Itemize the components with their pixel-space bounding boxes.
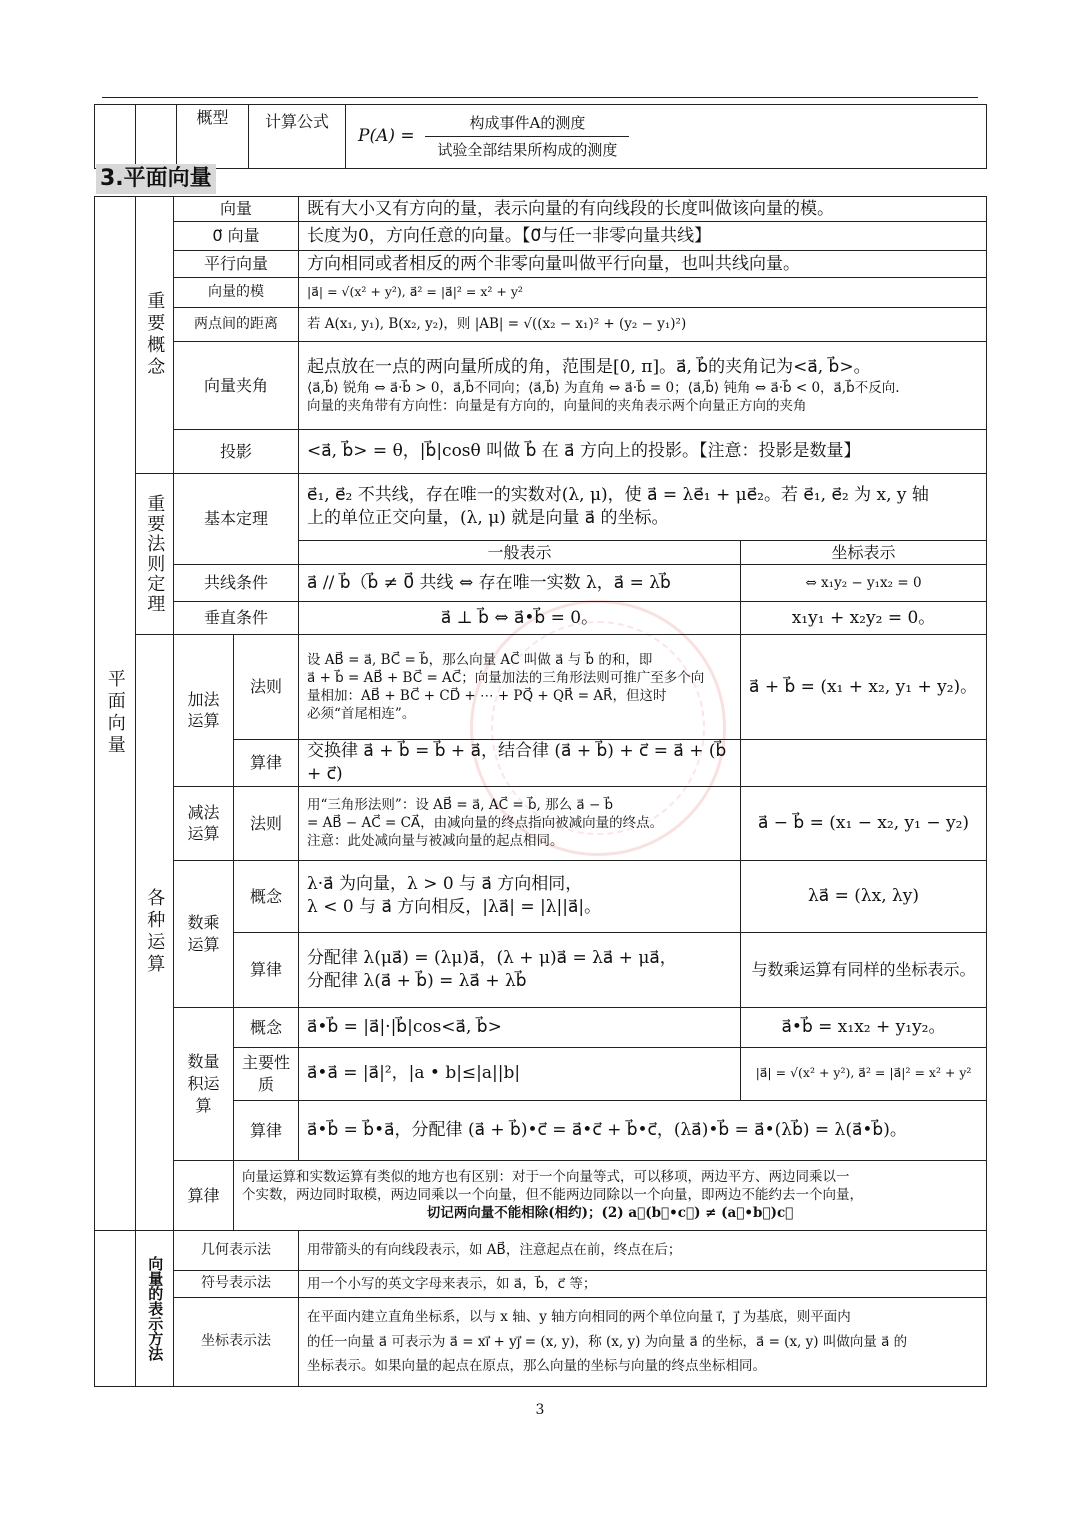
concept-desc xyxy=(299,342,987,430)
op-general-line: 切记两向量不能相除(相约)；(2) a⃗(b⃗•c⃗) ≠ (a⃗•b⃗)c⃗ xyxy=(426,1205,794,1222)
op-rule-label: 法则 xyxy=(234,635,299,740)
group-operations: 各种运算 xyxy=(136,635,174,1231)
concept-desc: 若 A(x₁, y₁), B(x₂, y₂)，则 |AB| = √((x₂ − x₁)² + (y₂ − y₁)²) xyxy=(299,308,987,342)
header-rule xyxy=(102,97,978,98)
theorem-row xyxy=(95,602,987,635)
op-rule-line: 注意：此处减向量与被减向量的起点相同。 xyxy=(307,833,564,850)
op-concept: a⃗•b⃗ = |a⃗|·|b⃗|cos<a⃗, b⃗> xyxy=(299,1007,741,1047)
group-theorems: 重要法则定理 xyxy=(136,474,174,635)
concept-desc: |a⃗| = √(x² + y²), a⃗² = |a⃗|² = x² + y² xyxy=(299,278,987,308)
probability-table xyxy=(94,104,987,169)
op-coord: λa⃗ = (λx, λy) xyxy=(741,860,987,932)
prob-formula xyxy=(346,105,987,169)
concept-term: 两点间的距离 xyxy=(174,308,299,342)
op-rule-line: 设 AB⃗ = a⃗, BC⃗ = b⃗，那么向量 AC⃗ 叫做 a⃗ 与 b⃗ 的和，即 xyxy=(307,651,653,668)
op-law-line: 分配律 λ(μa⃗) = (λμ)a⃗，(λ + μ)a⃗ = λa⃗ + μa⃗， xyxy=(307,947,677,968)
theorem-coord: x₁y₁ + x₂y₂ = 0。 xyxy=(741,602,987,635)
op-coord: 与数乘运算有同样的坐标表示。 xyxy=(741,932,987,1007)
op-law-label: 算律 xyxy=(234,932,299,1007)
op-general-label: 算律 xyxy=(174,1160,234,1230)
op-name: 数乘运算 xyxy=(174,860,234,1007)
repr-desc: 用带箭头的有向线段表示，如 AB⃗，注意起点在前，终点在后； xyxy=(299,1230,987,1270)
op-name: 减法运算 xyxy=(174,786,234,860)
concept-row xyxy=(95,430,987,474)
op-law-label: 算律 xyxy=(234,740,299,787)
op-rule-line: 量相加：AB⃗ + BC⃗ + CD⃗ + ⋯ + PQ⃗ + QR⃗ = AR⃗，但这时 xyxy=(307,688,667,704)
prob-formula-label: 计算公式 xyxy=(249,105,346,169)
prob-col1 xyxy=(95,105,136,169)
concept-term: 0⃗ 向量 xyxy=(174,222,299,251)
op-general-line: 个实数，两边同时取模，两边同乘以一个向量，但不能两边同除以一个向量，即两边不能约去一个向量， xyxy=(242,1187,863,1204)
concept-term: 平行向量 xyxy=(174,251,299,278)
op-coord: a⃗ − b⃗ = (x₁ − x₂, y₁ − y₂) xyxy=(741,786,987,860)
group-concepts: 重要概念 xyxy=(136,197,174,474)
fraction xyxy=(425,113,629,161)
group-representation: 向量的表示方法 xyxy=(136,1230,174,1386)
op-coord: a⃗ + b⃗ = (x₁ + x₂, y₁ + y₂)。 xyxy=(741,635,987,740)
concept-desc: 既有大小又有方向的量，表示向量的有向线段的长度叫做该向量的模。 xyxy=(299,197,987,222)
repr-desc xyxy=(299,1297,987,1386)
repr-line: 在平面内建立直角坐标系，以与 x 轴、y 轴方向相同的两个单位向量 i⃗，j⃗ 为基底，则平面内 xyxy=(307,1309,851,1326)
op-coord: |a⃗| = √(x² + y²), a⃗² = |a⃗|² = x² + y² xyxy=(741,1047,987,1100)
repr-term: 符号表示法 xyxy=(174,1270,299,1297)
fraction-denominator: 试验全部结果所构成的测度 xyxy=(437,141,618,159)
fraction-numerator: 构成事件A的测度 xyxy=(425,113,629,137)
theorem-term: 基本定理 xyxy=(174,474,299,565)
concept-row xyxy=(95,278,987,308)
op-law-label: 算律 xyxy=(234,1100,299,1160)
op-prop-label: 主要性质 xyxy=(234,1047,299,1100)
prob-col2 xyxy=(136,105,177,169)
concept-desc: <a⃗, b⃗> = θ，|b⃗|cosθ 叫做 b⃗ 在 a⃗ 方向上的投影。【注意：投影是数量】 xyxy=(299,430,987,474)
op-name: 数量积运算 xyxy=(174,1007,234,1160)
theorem-term: 垂直条件 xyxy=(174,602,299,635)
theorem-coord: ⇔ x₁y₂ − y₁x₂ = 0 xyxy=(741,565,987,602)
repr-desc: 用一个小写的英文字母来表示，如 a⃗，b⃗，c⃗ 等； xyxy=(299,1270,987,1297)
concept-row xyxy=(95,222,987,251)
op-law-line: 分配律 λ(a⃗ + b⃗) = λa⃗ + λb⃗ xyxy=(307,970,527,991)
op-concept-line: λ < 0 与 a⃗ 方向相反，|λa⃗| = |λ||a⃗|。 xyxy=(307,897,602,918)
op-concept-label: 概念 xyxy=(234,1007,299,1047)
theorem-term: 共线条件 xyxy=(174,565,299,602)
op-law: a⃗•b⃗ = b⃗•a⃗，分配律 (a⃗ + b⃗)•c⃗ = a⃗•c⃗ + b⃗•c⃗，(λa⃗)•b⃗ = a⃗•(λb⃗) = λ(a⃗•b⃗)。 xyxy=(299,1100,987,1160)
concept-term: 向量 xyxy=(174,197,299,222)
theorem-line: 上的单位正交向量，(λ, μ) 就是向量 a⃗ 的坐标。 xyxy=(307,508,669,528)
angle-line: ⟨a⃗,b⃗⟩ 锐角 ⇔ a⃗·b⃗ > 0，a⃗,b⃗不同向；⟨a⃗,b⃗⟩ 为直角 ⇔ a⃗·b⃗ = 0；⟨a⃗,b⃗⟩ 钝角 ⇔ a⃗·b⃗ < 0，a⃗,b⃗不反向. xyxy=(307,379,900,396)
concept-row xyxy=(95,197,987,222)
op-rule-line: 用“三角形法则”：设 AB⃗ = a⃗, AC⃗ = b⃗, 那么 a⃗ − b⃗ xyxy=(307,797,614,814)
repr-term: 几何表示法 xyxy=(174,1230,299,1270)
op-law: 交换律 a⃗ + b⃗ = b⃗ + a⃗，结合律 (a⃗ + b⃗) + c⃗ = a⃗ + (b⃗ + c⃗) xyxy=(299,740,741,787)
concept-desc: 方向相同或者相反的两个非零向量叫做平行向量，也叫共线向量。 xyxy=(299,251,987,278)
op-concept xyxy=(299,860,741,932)
operation-row xyxy=(95,635,987,740)
operation-row xyxy=(95,1160,987,1230)
op-concept-line: λ·a⃗ 为向量，λ > 0 与 a⃗ 方向相同， xyxy=(307,874,583,895)
page-number: 3 xyxy=(535,1402,545,1418)
op-name: 加法运算 xyxy=(174,635,234,787)
angle-line: 起点放在一点的两向量所成的角，范围是[0, π]。a⃗, b⃗的夹角记为<a⃗, b⃗>。 xyxy=(307,356,871,377)
theorem-general: a⃗ ⊥ b⃗ ⇔ a⃗•b⃗ = 0。 xyxy=(299,602,741,635)
formula-lhs: P(A) = xyxy=(358,126,415,147)
theorem-row xyxy=(95,565,987,602)
vector-table xyxy=(94,196,987,1387)
concept-term: 向量的模 xyxy=(174,278,299,308)
op-prop: a⃗•a⃗ = |a⃗|²，|a • b|≤|a||b| xyxy=(299,1047,741,1100)
op-rule-line: = AB⃗ − AC⃗ = CA⃗，由减向量的终点指向被减向量的终点。 xyxy=(307,815,664,832)
concept-term: 投影 xyxy=(174,430,299,474)
op-concept-label: 概念 xyxy=(234,860,299,932)
header-general: 一般表示 xyxy=(299,541,741,565)
theorem-line: e⃗₁, e⃗₂ 不共线，存在唯一的实数对(λ, μ)，使 a⃗ = λe⃗₁ + μe⃗₂。若 e⃗₁, e⃗₂ 为 x, y 轴 xyxy=(307,485,929,506)
concept-term: 向量夹角 xyxy=(174,342,299,430)
op-rule xyxy=(299,786,741,860)
header-coord: 坐标表示 xyxy=(741,541,987,565)
prob-type: 概型 xyxy=(177,105,249,169)
op-coord: a⃗•b⃗ = x₁x₂ + y₁y₂。 xyxy=(741,1007,987,1047)
operation-row xyxy=(95,1007,987,1047)
left-blank-cell xyxy=(95,1230,136,1386)
op-general-line: 向量运算和实数运算有类似的地方也有区别：对于一个向量等式，可以移项，两边平方、两边同乘以一 xyxy=(242,1169,850,1186)
op-rule-label: 法则 xyxy=(234,786,299,860)
main-label: 平面向量 xyxy=(95,197,136,1231)
op-general xyxy=(234,1160,987,1230)
repr-line: 坐标表示。如果向量的起点在原点，那么向量的坐标与向量的终点坐标相同。 xyxy=(307,1358,767,1375)
theorem-general: a⃗ // b⃗（b⃗ ≠ 0⃗ 共线 ⇔ 存在唯一实数 λ，a⃗ = λb⃗ xyxy=(299,565,741,602)
operation-row xyxy=(95,860,987,932)
op-law xyxy=(299,932,741,1007)
representation-row xyxy=(95,1270,987,1297)
concept-desc: 长度为0，方向任意的向量。【0⃗与任一非零向量共线】 xyxy=(299,222,987,251)
operation-row xyxy=(95,786,987,860)
concept-row xyxy=(95,342,987,430)
angle-line: 向量的夹角带有方向性：向量是有方向的，向量间的夹角表示两个向量正方向的夹角 xyxy=(307,397,807,414)
theorem-desc xyxy=(299,474,987,541)
op-rule-line: 必须“首尾相连”。 xyxy=(307,706,416,723)
repr-line: 的任一向量 a⃗ 可表示为 a⃗ = xi⃗ + yj⃗ = (x, y)，称 (x, y) 为向量 a⃗ 的坐标，a⃗ = (x, y) 叫做向量 a⃗ 的 xyxy=(307,1333,908,1350)
concept-row xyxy=(95,308,987,342)
section-title: 3.平面向量 xyxy=(96,164,216,194)
repr-term: 坐标表示法 xyxy=(174,1297,299,1386)
op-rule-line: a⃗ + b⃗ = AB⃗ + BC⃗ = AC⃗；向量加法的三角形法则可推广至多个向 xyxy=(307,669,705,686)
theorem-row xyxy=(95,474,987,541)
op-rule xyxy=(299,635,741,740)
concept-row xyxy=(95,251,987,278)
probability-row xyxy=(95,105,987,169)
representation-row xyxy=(95,1297,987,1386)
op-coord-empty xyxy=(741,740,987,787)
representation-row xyxy=(95,1230,987,1270)
